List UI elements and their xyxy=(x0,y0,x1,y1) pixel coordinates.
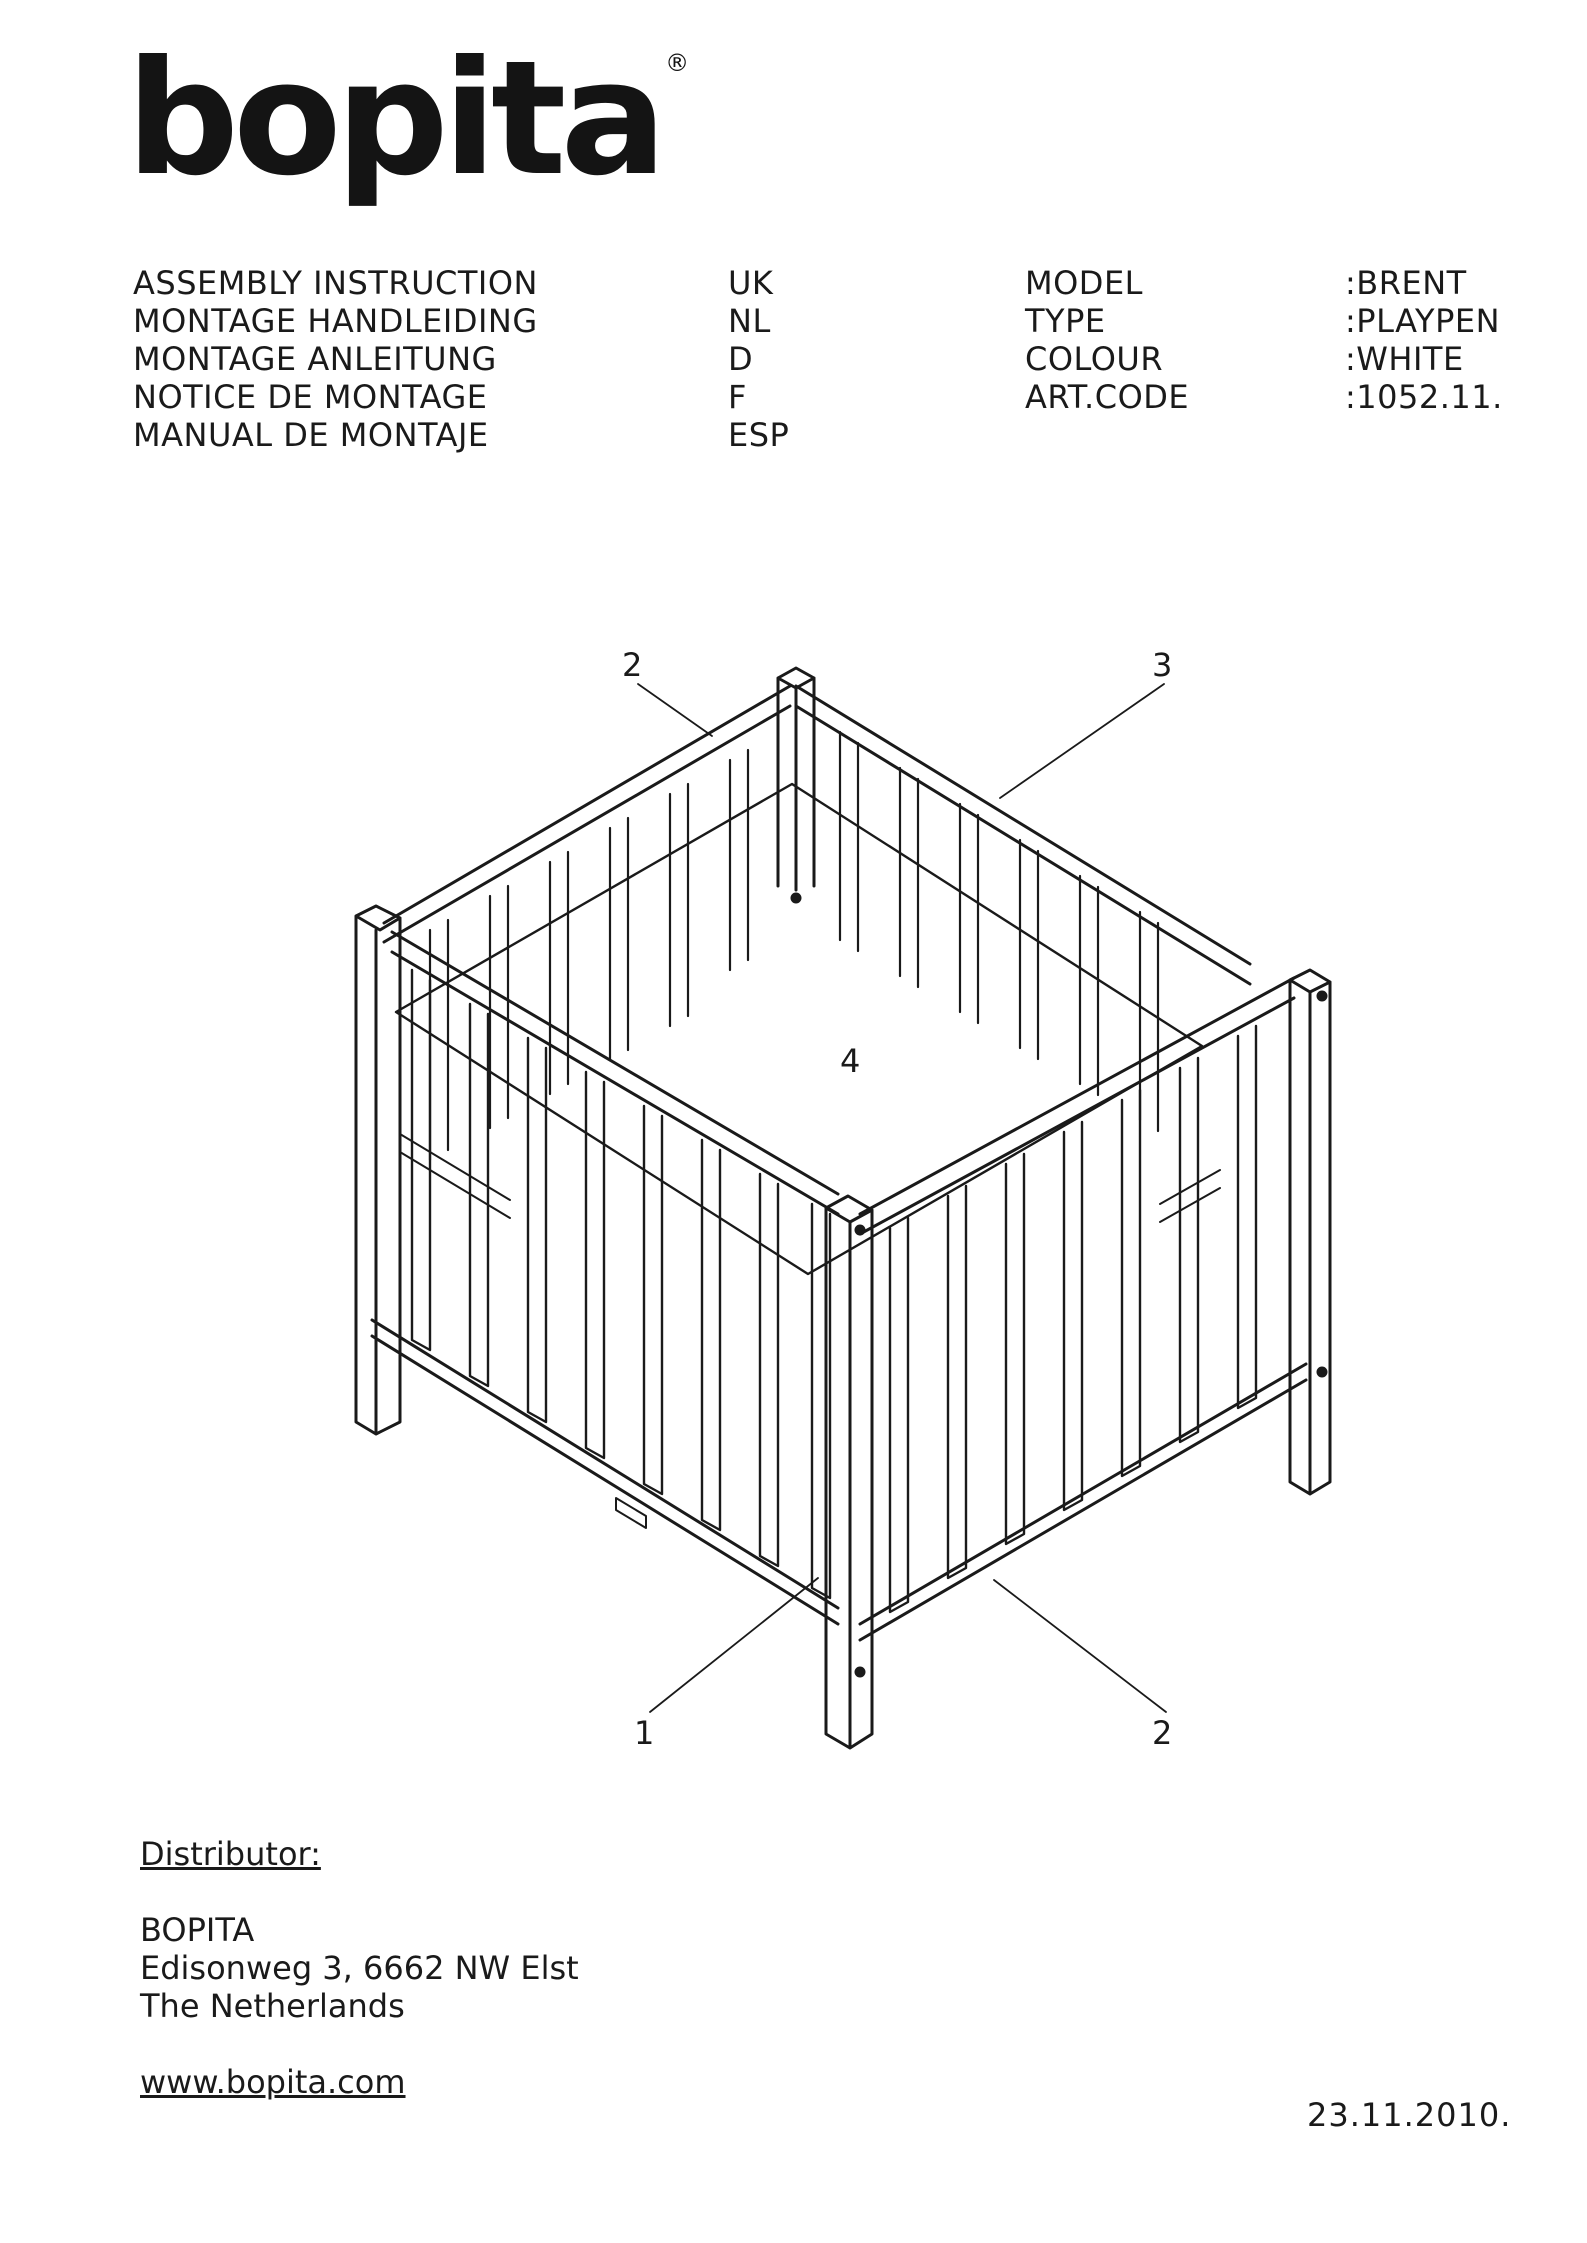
language-code: F xyxy=(728,378,747,416)
leader-line xyxy=(650,1578,818,1712)
front-right-slats xyxy=(890,1026,1256,1612)
instruction-titles xyxy=(133,264,538,454)
type-value: :PLAYPEN xyxy=(1345,302,1501,340)
front-post xyxy=(826,1196,872,1748)
title-uk: ASSEMBLY INSTRUCTION xyxy=(133,264,538,302)
back-right-slats xyxy=(840,732,1158,1131)
bolt xyxy=(792,894,800,902)
distributor-heading: Distributor: xyxy=(140,1835,321,1873)
bolt xyxy=(1318,1368,1326,1376)
bopita-logo xyxy=(126,27,690,211)
callout-4: 4 xyxy=(840,1042,861,1080)
leader-line xyxy=(994,1580,1166,1712)
front-left-top-rail xyxy=(392,932,838,1214)
front-right-top-rail xyxy=(860,978,1294,1234)
bolt xyxy=(856,1668,864,1676)
title-f: NOTICE DE MONTAGE xyxy=(133,378,488,416)
back-post xyxy=(778,668,814,890)
colour-label: COLOUR xyxy=(1025,340,1164,378)
title-esp: MANUAL DE MONTAJE xyxy=(133,416,489,454)
art-code-label: ART.CODE xyxy=(1025,378,1190,416)
back-left-slats xyxy=(430,750,748,1160)
callout-1: 1 xyxy=(634,1714,655,1752)
distributor-name: BOPITA xyxy=(140,1911,255,1949)
website-link[interactable]: www.bopita.com xyxy=(140,2063,406,2101)
type-label: TYPE xyxy=(1025,302,1106,340)
right-post xyxy=(1290,970,1330,1494)
model-label: MODEL xyxy=(1025,264,1143,302)
registered-mark: ® xyxy=(665,49,690,77)
language-code: ESP xyxy=(728,416,790,454)
playpen-diagram xyxy=(300,640,1360,1760)
language-code: NL xyxy=(728,302,771,340)
colour-value: :WHITE xyxy=(1345,340,1464,378)
callout-2-top: 2 xyxy=(622,646,643,684)
title-d: MONTAGE ANLEITUNG xyxy=(133,340,497,378)
callout-2-bottom: 2 xyxy=(1152,1714,1173,1752)
spec-values xyxy=(1345,264,1503,416)
back-right-rail xyxy=(796,686,1250,984)
bolt xyxy=(1318,992,1326,1000)
language-code: UK xyxy=(728,264,774,302)
title-nl: MONTAGE HANDLEIDING xyxy=(133,302,538,340)
language-codes xyxy=(728,264,789,454)
logo-text: bopita xyxy=(126,27,662,211)
art-code-value: :1052.11. xyxy=(1345,378,1503,416)
leader-line xyxy=(638,684,712,736)
distributor-block xyxy=(140,1835,579,2101)
front-left-slats xyxy=(412,970,830,1598)
distributor-address: Edisonweg 3, 6662 NW Elst xyxy=(140,1949,579,1987)
callout-3: 3 xyxy=(1152,646,1173,684)
distributor-country: The Netherlands xyxy=(140,1987,405,2025)
language-code: D xyxy=(728,340,754,378)
bolt xyxy=(856,1226,864,1234)
spec-labels xyxy=(1025,264,1189,416)
left-post xyxy=(356,906,400,1434)
document-date: 23.11.2010. xyxy=(1307,2096,1512,2134)
leader-line xyxy=(1000,684,1164,798)
model-value: :BRENT xyxy=(1345,264,1467,302)
